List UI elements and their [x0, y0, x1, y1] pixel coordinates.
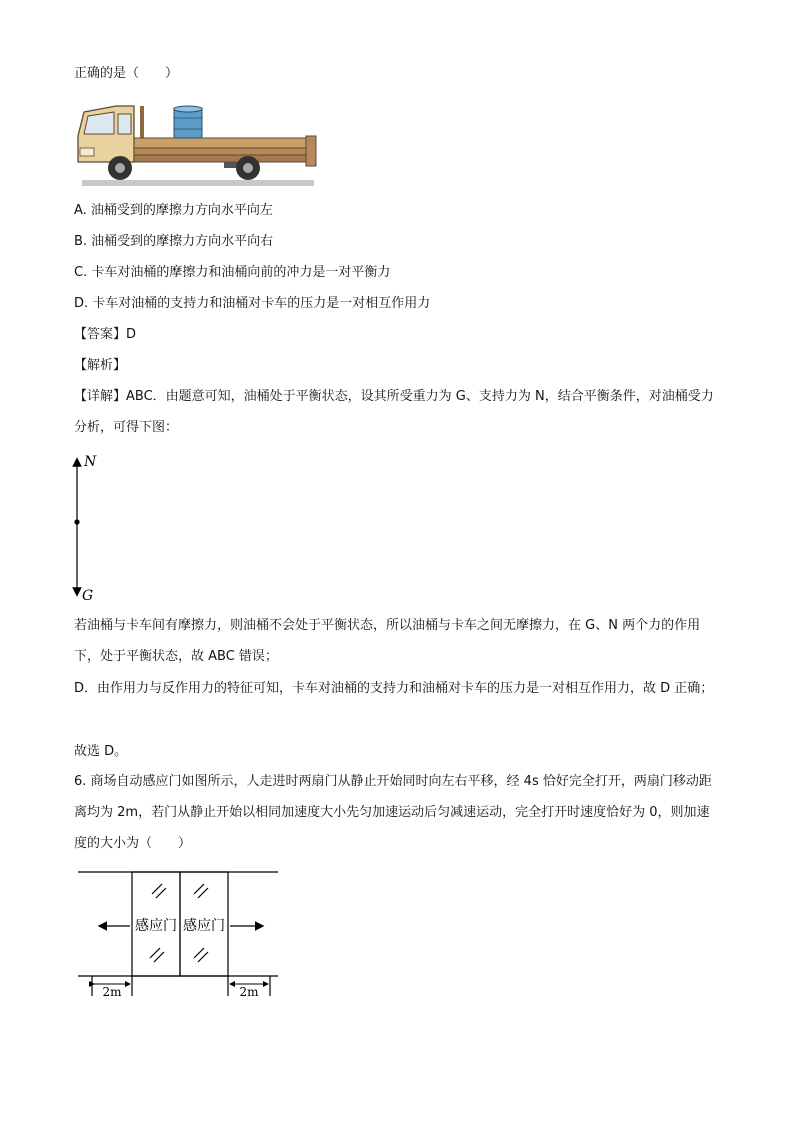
question-stem-tail: 正确的是（ ） — [74, 66, 179, 81]
sensor-door-diagram — [74, 868, 280, 1000]
conclusion-paragraph-1: 若油桶与卡车间有摩擦力，则油桶不会处于平衡状态，所以油桶与卡车之间无摩擦力，在 G、N 两个力的作用下，处于平衡状态，故 ABC 错误； — [74, 618, 701, 664]
answer-line: 【答案】D — [74, 327, 137, 342]
option-d: D. 卡车对油桶的支持力和油桶对卡车的压力是一对相互作用力 — [74, 296, 431, 311]
analysis-label: 【解析】 — [74, 358, 127, 373]
center-point — [74, 519, 79, 524]
right-distance-label: 2m — [239, 985, 259, 999]
question-6: 6. 商场自动感应门如图所示，人走进时两扇门从静止开始同时向左右平移，经 4s 恰好完全打开，两扇门移动距离均为 2m，若门从静止开始以相同加速度大小先匀加速运动后匀减速运动，完全打开时速度恰好为 0，则加速度的大小为（ ） — [74, 774, 712, 851]
final-choice: 故选 D。 — [74, 744, 128, 759]
force-diagram — [66, 452, 106, 604]
truck-illustration — [74, 100, 320, 190]
right-door-label: 感应门 — [183, 918, 225, 934]
option-c: C. 卡车对油桶的摩擦力和油桶向前的冲力是一对平衡力 — [74, 265, 391, 280]
normal-force-label: N — [84, 454, 97, 470]
option-b: B. 油桶受到的摩擦力方向水平向右 — [74, 234, 274, 249]
gravity-label: G — [82, 588, 94, 604]
conclusion-paragraph-2: D．由作用力与反作用力的特征可知，卡车对油桶的支持力和油桶对卡车的压力是一对相互作用力，故 D 正确； — [74, 681, 714, 696]
detail-paragraph: 【详解】ABC．由题意可知，油桶处于平衡状态，设其所受重力为 G、支持力为 N，结合平衡条件，对油桶受力分析，可得下图： — [74, 389, 714, 435]
option-a: A. 油桶受到的摩擦力方向水平向左 — [74, 203, 273, 218]
left-door-label: 感应门 — [135, 918, 177, 934]
left-distance-label: 2m — [102, 985, 122, 999]
